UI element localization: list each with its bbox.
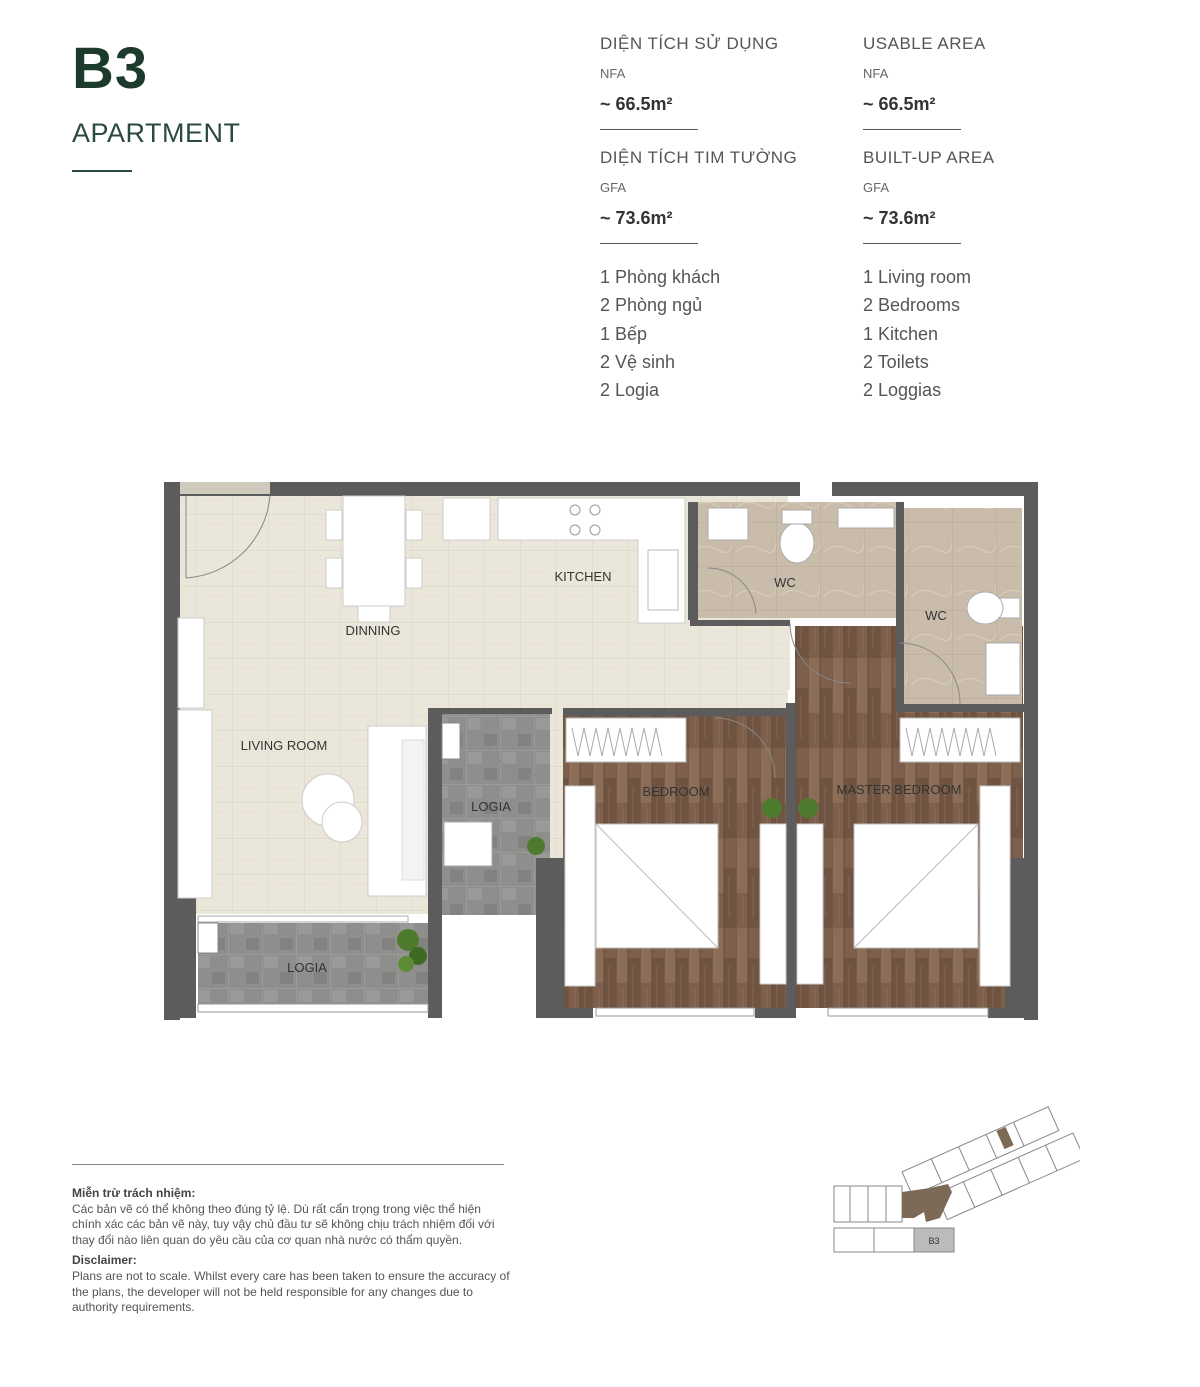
usable-area-sub-vi: NFA: [600, 66, 626, 81]
room-item: 2 Toilets: [863, 351, 929, 372]
built-area-value-en: ~ 73.6m²: [863, 208, 936, 228]
area-info-english: [863, 34, 1113, 404]
built-area-sub-en: GFA: [863, 180, 890, 195]
label-master-bedroom: MASTER BEDROOM: [836, 782, 962, 797]
label-logia-large: LOGIA: [287, 960, 327, 975]
key-plan: [830, 1100, 1080, 1260]
disclaimer-text-en: Plans are not to scale. Whilst every care has been taken to ensure the accuracy of the plans, the developer will not be held responsible for any changes due to authority requirements.: [72, 1268, 510, 1315]
divider: [600, 129, 698, 130]
room-item: 1 Bếp: [600, 323, 648, 344]
disclaimer: [72, 1186, 512, 1321]
usable-area-title-vi: DIỆN TÍCH SỬ DỤNG: [600, 34, 779, 53]
label-wc-2: WC: [925, 608, 947, 623]
room-item: 1 Phòng khách: [600, 267, 721, 287]
label-wc-1: WC: [774, 575, 796, 590]
disclaimer-text-vi: Các bản vẽ có thể không theo đúng tỷ lệ. Dù rất cẩn trọng trong việc thể hiện chính xác các bản vẽ này, tuy vậy chủ đầu tư sẽ không chịu trách nhiệm đối với thay đổi nào liên quan do yêu cầu của cơ quan nhà nước có thẩm quyền.: [72, 1201, 495, 1247]
title-divider: [72, 170, 132, 172]
label-kitchen: KITCHEN: [554, 569, 612, 584]
label-bedroom: BEDROOM: [642, 784, 710, 799]
room-item: 2 Logia: [600, 380, 660, 401]
divider: [863, 243, 961, 244]
usable-area-sub-en: NFA: [863, 66, 889, 81]
room-list-vi: [600, 263, 850, 404]
label-living-room: LIVING ROOM: [240, 738, 328, 753]
built-area-value-vi: ~ 73.6m²: [600, 208, 673, 228]
divider: [600, 243, 698, 244]
floor-plan: [160, 478, 1040, 1026]
usable-area-title-en: USABLE AREA: [863, 34, 986, 53]
room-item: 2 Phòng ngủ: [600, 295, 703, 316]
divider: [863, 129, 961, 130]
unit-type: APARTMENT: [72, 118, 241, 148]
built-area-title-en: BUILT-UP AREA: [863, 148, 995, 167]
disclaimer-divider: [72, 1164, 504, 1165]
unit-code: B3: [72, 36, 149, 101]
room-item: 2 Vệ sinh: [600, 351, 676, 372]
room-item: 1 Kitchen: [863, 323, 939, 344]
label-dinning: DINNING: [345, 623, 401, 638]
disclaimer-title-vi: Miễn trừ trách nhiệm:: [72, 1186, 196, 1200]
room-list-en: [863, 263, 1113, 404]
disclaimer-title-en: Disclaimer:: [72, 1253, 137, 1268]
usable-area-value-en: ~ 66.5m²: [863, 94, 936, 114]
usable-area-value-vi: ~ 66.5m²: [600, 94, 673, 114]
room-item: 1 Living room: [863, 267, 972, 287]
label-logia-small: LOGIA: [471, 799, 511, 814]
room-item: 2 Bedrooms: [863, 295, 961, 316]
built-area-title-vi: DIỆN TÍCH TIM TƯỜNG: [600, 148, 798, 167]
key-plan-label: B3: [928, 1236, 940, 1246]
area-info-vietnamese: [600, 34, 850, 404]
room-item: 2 Loggias: [863, 380, 942, 401]
built-area-sub-vi: GFA: [600, 180, 627, 195]
